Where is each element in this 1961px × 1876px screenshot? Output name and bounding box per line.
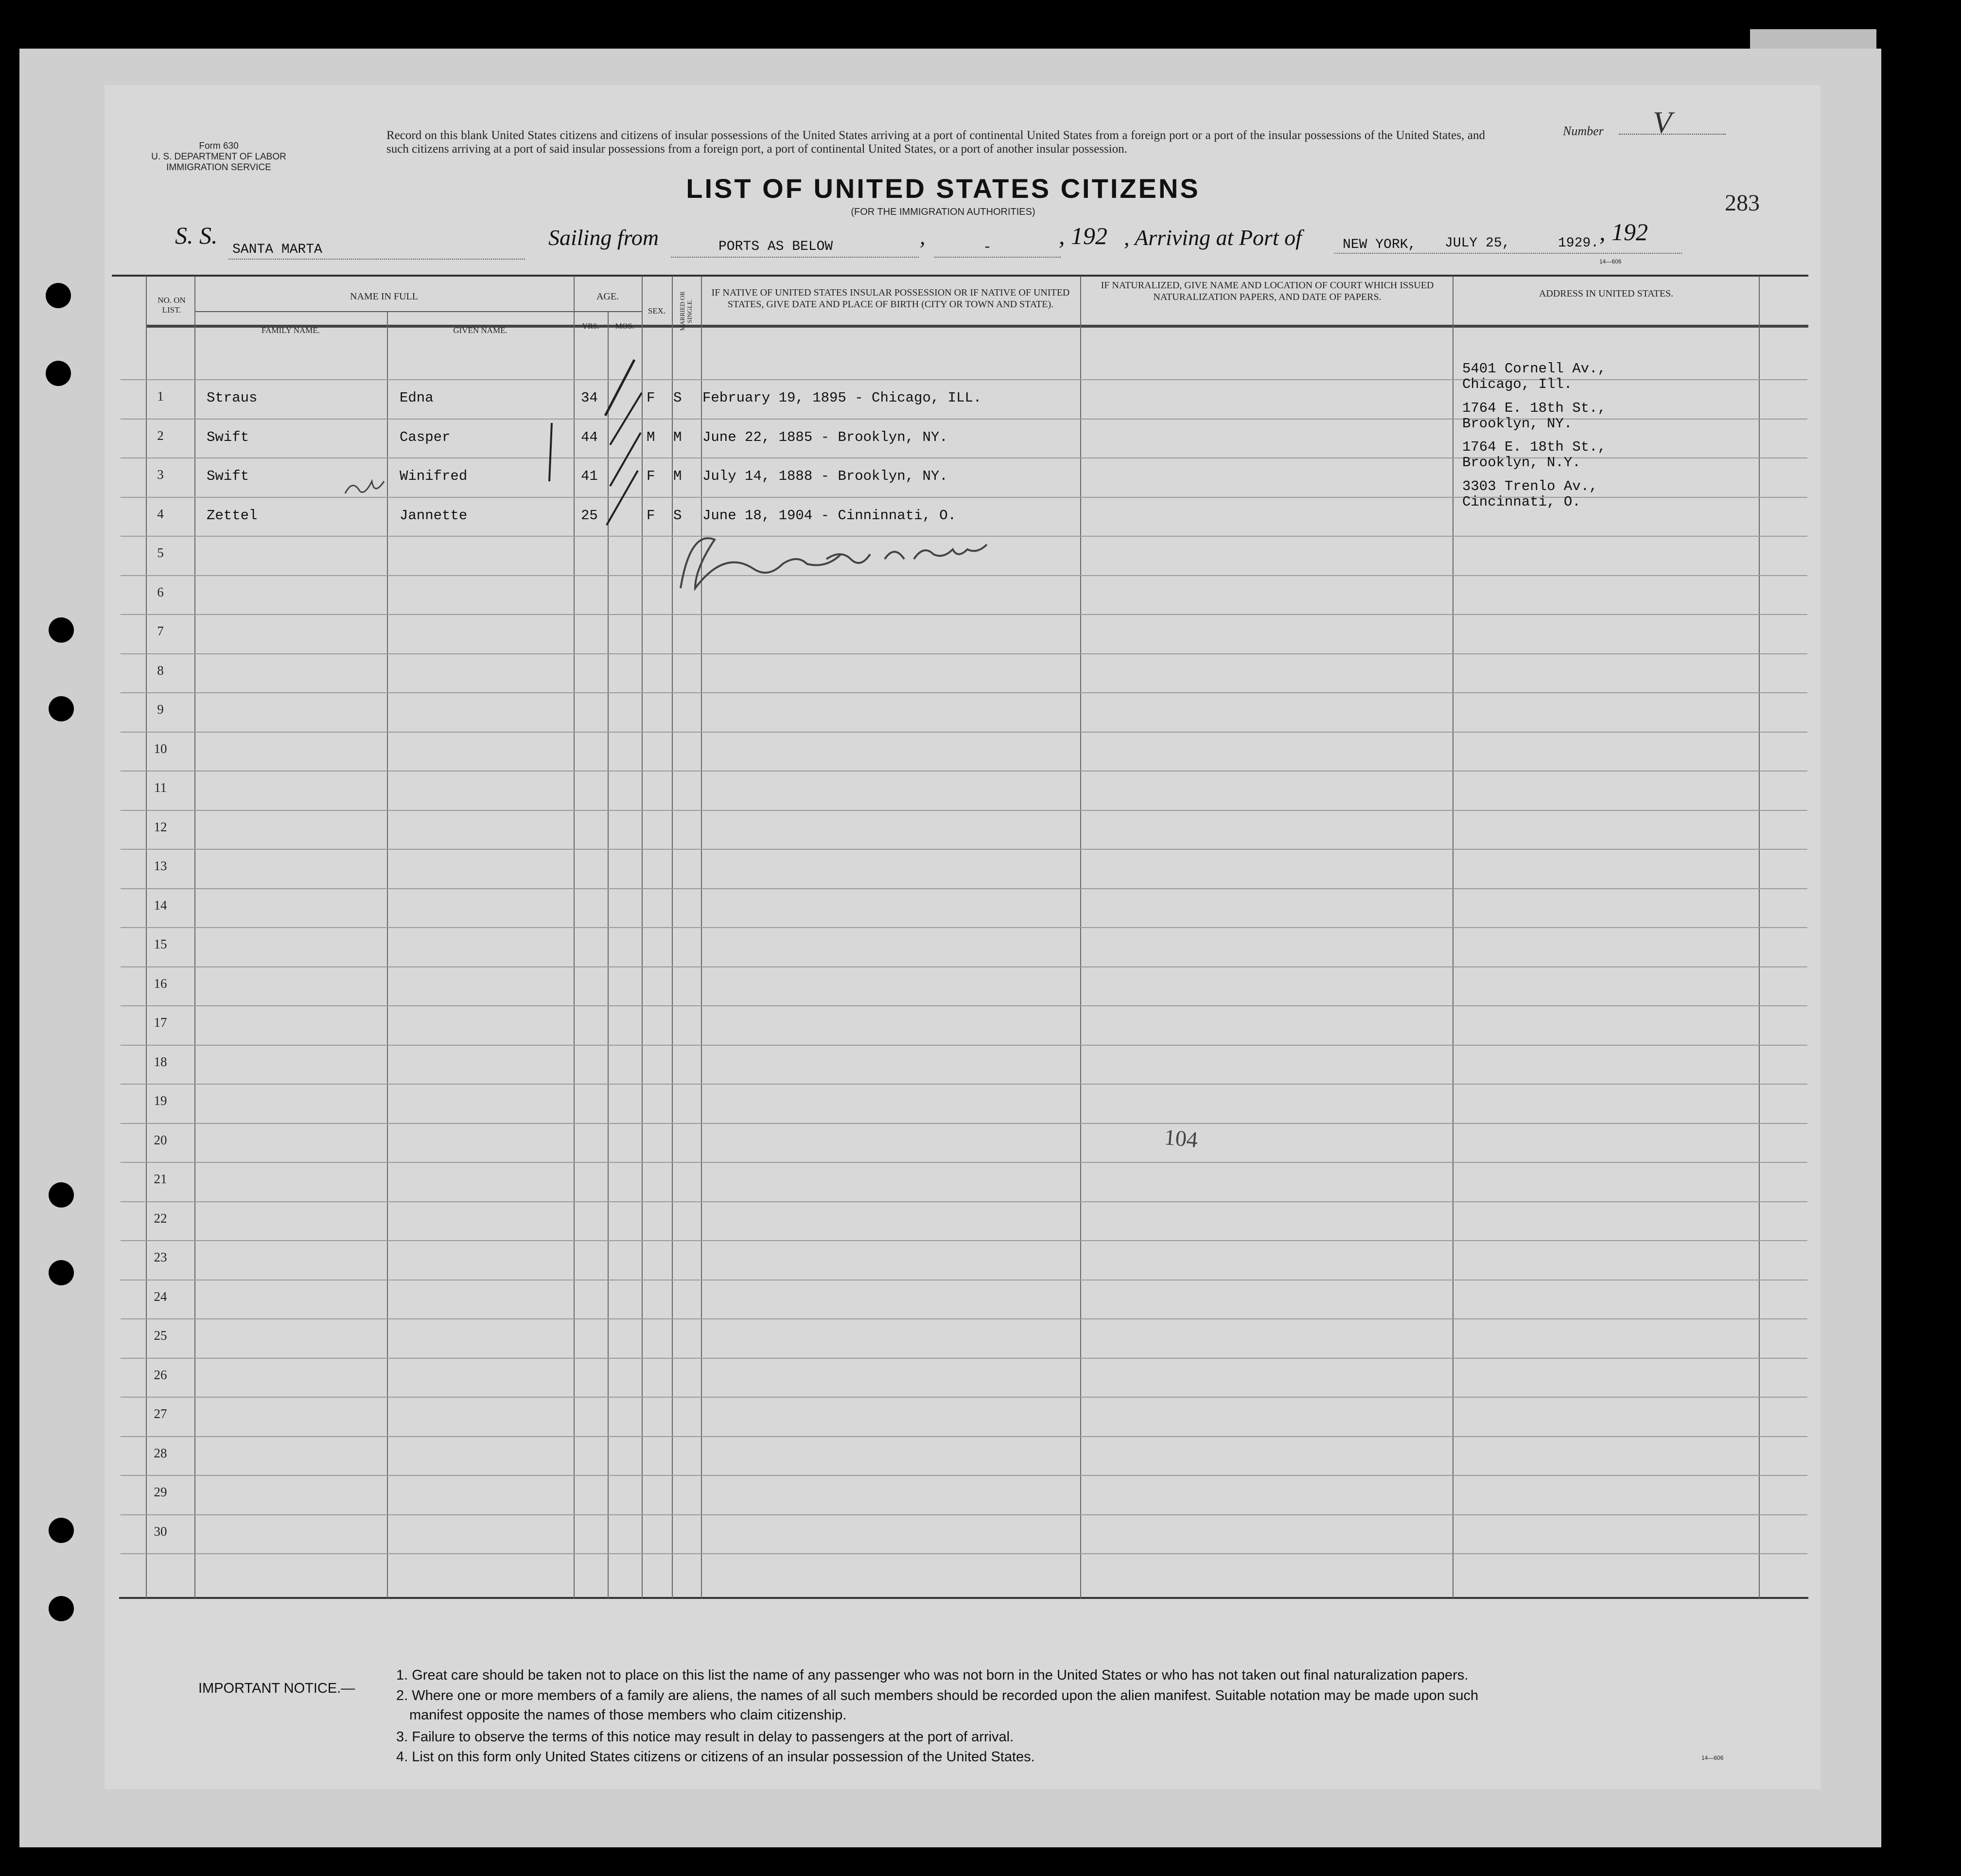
row-number: 14 (154, 897, 167, 912)
col-header-name: NAME IN FULL (350, 291, 418, 302)
col-header-family: FAMILY NAME. (261, 326, 320, 335)
row-number: 12 (154, 819, 167, 834)
printer-code: 14—606 (1599, 258, 1622, 265)
row-number: 11 (154, 780, 167, 795)
sex: F (647, 468, 655, 484)
arrival-year: 1929. (1558, 236, 1599, 251)
row-number: 16 (154, 976, 167, 991)
row-number: 5 (157, 545, 164, 560)
notice-item-3: 3. Failure to observe the terms of this notice may result in delay to passengers at the port of arrival. (396, 1729, 1014, 1745)
row-number: 6 (157, 584, 164, 599)
given-name: Winifred (400, 468, 468, 484)
sailing-date-dash: - (983, 239, 992, 256)
given-name: Jannette (400, 507, 468, 524)
arrival-date: JULY 25, (1445, 236, 1510, 251)
given-name: Edna (400, 390, 434, 406)
year-printed-2: , 192 (1599, 218, 1648, 245)
record-instructions: Record on this blank United States citizens and citizens of insular possessions of the United States arriving at a port of continental United States from a foreign port or a port of the insular possessions of the United States, and such citizens arriving at a port of said insular possessions from a foreign port, a port of continental United States, or a port of another insular possession. (386, 129, 1485, 156)
address-line-1: 1764 E. 18th St., (1462, 400, 1606, 416)
arrival-port: NEW YORK, (1343, 237, 1417, 252)
age-years: 25 (581, 507, 598, 524)
family-name: Zettel (207, 507, 258, 524)
col-header-address: ADDRESS IN UNITED STATES. (1539, 288, 1674, 299)
stamp-number: 104 (1163, 1124, 1199, 1152)
page-number: 283 (1725, 190, 1760, 216)
col-header-age: AGE. (596, 291, 619, 302)
col-header-birth: IF NATIVE OF UNITED STATES INSULAR POSSESSION OR IF NATIVE OF UNITED STATES, GIVE DATE AND PLACE OF BIRTH (CITY OR TOWN AND STATE). (711, 287, 1070, 310)
notice-item-2b: manifest opposite the names of those members who claim citizenship. (409, 1707, 847, 1723)
row-number: 19 (154, 1093, 167, 1108)
row-number: 2 (157, 428, 164, 443)
row-number: 4 (157, 506, 164, 521)
row-number: 22 (154, 1210, 167, 1226)
service: IMMIGRATION SERVICE (166, 162, 271, 173)
sailing-label: Sailing from (548, 225, 659, 250)
notice-code: 14—606 (1701, 1754, 1724, 1761)
marital-status: M (673, 468, 682, 484)
sex: F (647, 390, 655, 406)
row-number: 29 (154, 1485, 167, 1499)
page-title: LIST OF UNITED STATES CITIZENS (686, 173, 1200, 204)
arriving-label: , Arriving at Port of (1124, 225, 1302, 250)
birth-date-place: February 19, 1895 - Chicago, ILL. (702, 390, 982, 406)
row-number: 10 (154, 741, 167, 756)
row-number: 23 (154, 1250, 167, 1264)
address-line-2: Brooklyn, N.Y. (1462, 455, 1581, 471)
col-header-yrs: YRS. (582, 322, 599, 331)
number-value: V (1653, 105, 1672, 140)
col-header-mos: MOS. (615, 322, 634, 331)
notice-heading: IMPORTANT NOTICE.— (198, 1681, 355, 1696)
address-line-1: 5401 Cornell Av., (1462, 361, 1606, 377)
notice-item-4: 4. List on this form only United States citizens or citizens of an insular possession of the United States. (396, 1749, 1035, 1765)
sailing-from: PORTS AS BELOW (718, 239, 833, 254)
family-name: Swift (207, 429, 249, 445)
row-number: 9 (157, 702, 164, 717)
row-number: 3 (157, 467, 164, 482)
ss-label: S. S. (175, 222, 218, 249)
marital-status: S (673, 507, 682, 524)
department: U. S. DEPARTMENT OF LABOR (151, 152, 286, 162)
address-line-1: 3303 Trenlo Av., (1462, 478, 1598, 494)
row-number: 25 (154, 1328, 167, 1343)
row-number: 26 (154, 1367, 167, 1382)
family-name: Swift (207, 468, 249, 484)
notice-item-2: 2. Where one or more members of a family are aliens, the names of all such members should be recorded upon the alien manifest. Suitable notation may be made upon such (396, 1688, 1479, 1703)
row-number: 15 (154, 937, 167, 951)
row-number: 24 (154, 1289, 167, 1304)
col-header-no: NO. ON LIST. (158, 296, 186, 315)
age-years: 41 (581, 468, 598, 484)
address-line-2: Chicago, Ill. (1462, 376, 1573, 392)
row-number: 13 (154, 859, 167, 873)
row-number: 7 (157, 624, 164, 638)
row-number: 21 (154, 1172, 167, 1186)
form-number: Form 630 (199, 141, 239, 151)
birth-date-place: July 14, 1888 - Brooklyn, NY. (702, 468, 948, 484)
ship-name: SANTA MARTA (232, 242, 322, 257)
notice-item-1: 1. Great care should be taken not to place on this list the name of any passenger who was not born in the United States or who has not taken out final naturalization papers. (396, 1667, 1469, 1683)
number-label: Number (1563, 124, 1604, 138)
col-header-married: MARRIED OR SINGLE. (679, 291, 693, 331)
row-number: 30 (154, 1524, 167, 1539)
birth-date-place: June 22, 1885 - Brooklyn, NY. (702, 429, 948, 445)
row-number: 18 (154, 1054, 167, 1069)
comma: , (920, 224, 926, 249)
col-header-sex: SEX. (648, 306, 666, 316)
row-number: 8 (157, 663, 164, 678)
address-line-2: Cincinnati, O. (1462, 493, 1581, 510)
page-subtitle: (FOR THE IMMIGRATION AUTHORITIES) (851, 207, 1035, 217)
family-name: Straus (207, 390, 258, 406)
given-name: Casper (400, 429, 451, 445)
marital-status: S (673, 390, 682, 406)
sex: M (647, 429, 655, 445)
address-line-2: Brooklyn, NY. (1462, 415, 1573, 432)
sex: F (647, 507, 655, 524)
row-number: 28 (154, 1445, 167, 1460)
age-years: 34 (581, 390, 598, 406)
row-number: 27 (154, 1406, 167, 1421)
col-header-naturalized: IF NATURALIZED, GIVE NAME AND LOCATION OF COURT WHICH ISSUED NATURALIZATION PAPERS, AND DATE OF PAPERS. (1101, 280, 1434, 302)
col-header-given: GIVEN NAME. (453, 326, 508, 335)
marital-status: M (673, 429, 682, 445)
birth-date-place: June 18, 1904 - Cinninnati, O. (702, 507, 957, 524)
row-number: 1 (157, 389, 164, 403)
age-years: 44 (581, 429, 598, 445)
address-line-1: 1764 E. 18th St., (1462, 439, 1606, 455)
row-number: 20 (154, 1132, 167, 1147)
year-printed-1: , 192 (1059, 222, 1107, 249)
row-number: 17 (154, 1015, 167, 1030)
